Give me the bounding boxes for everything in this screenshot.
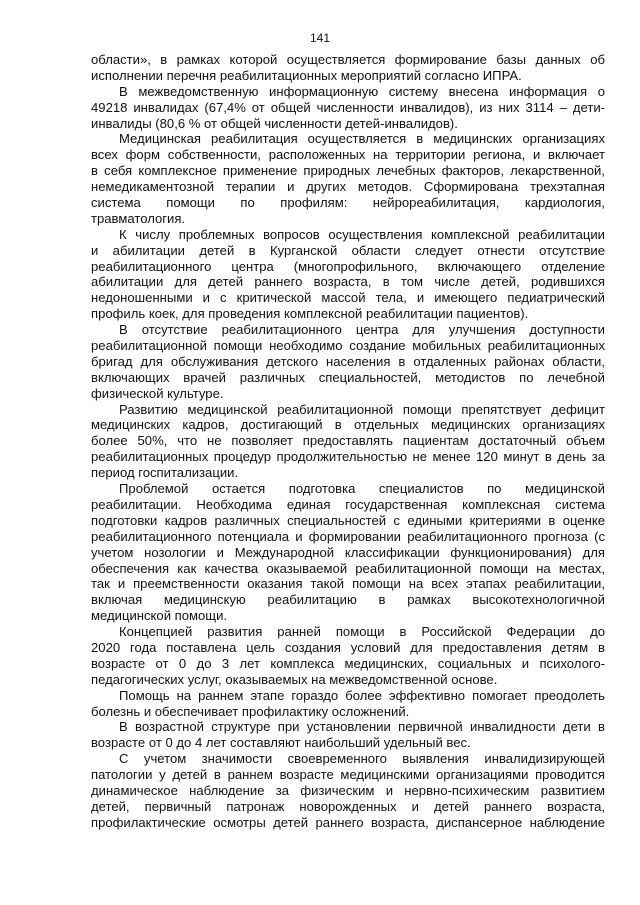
text-line: подготовки кадров различных специальностей с едиными критериями в оценке <box>91 512 605 528</box>
text-line: и абилитации детей в Курганской области следует отнести отсутствие <box>91 242 605 258</box>
text-line: В отсутствие реабилитационного центра для улучшения доступности <box>119 322 605 338</box>
paragraph <box>91 624 605 688</box>
text-line: медицинских кадров, достигающий в отдельных медицинских организациях <box>91 417 605 433</box>
text-line: реабилитационного потенциала и формировании реабилитационного прогноза (с <box>91 528 605 544</box>
paragraph <box>91 481 605 624</box>
text-line: включая медицинскую реабилитацию в рамках высокотехнологичной <box>91 592 605 608</box>
paragraph <box>91 402 605 481</box>
text-line: травматология. <box>91 210 186 226</box>
text-line: система помощи по профилям: нейрореабилитация, кардиология, <box>91 195 605 211</box>
text-line: реабилитационных процедур продолжительностью не менее 120 минут в день за <box>91 449 605 465</box>
text-line: В возрастной структуре при установлении первичной инвалидности дети в <box>119 719 605 735</box>
text-line: бригад для обслуживания детского населения в отдаленных районах области, <box>91 353 605 369</box>
paragraph <box>91 52 605 84</box>
paragraph <box>91 751 605 830</box>
text-line: учетом нозологии и Международной классификации функционирования) для <box>91 544 605 560</box>
text-line: Проблемой остается подготовка специалистов по медицинской <box>119 481 605 497</box>
text-line: детей, первичный патронаж новорожденных и детей раннего возраста, <box>91 798 605 814</box>
text-line: в себя комплексное применение природных лечебных факторов, лекарственной, <box>91 163 605 179</box>
text-line: реабилитационного центра (многопрофильного, включающего отделение <box>91 258 605 274</box>
document-body <box>91 52 605 831</box>
text-line: патологии у детей в раннем возрасте медицинскими организациями проводится <box>91 767 605 783</box>
text-line: медицинской помощи. <box>91 608 228 624</box>
text-line: Развитию медицинской реабилитационной помощи препятствует дефицит <box>119 401 605 417</box>
text-line: Концепцией развития ранней помощи в Российской Федерации до <box>119 624 605 640</box>
text-line: обеспечения как качества оказываемой реабилитационной помощи на местах, <box>91 560 605 576</box>
paragraph <box>91 719 605 751</box>
text-line: возрасте от 0 до 3 лет комплекса медицинских, социальных и психолого- <box>91 655 605 671</box>
text-line: 49218 инвалидах (67,4% от общей численности инвалидов), из них 3114 – дети- <box>91 99 605 115</box>
text-line: В межведомственную информационную систему внесена информация о <box>119 83 605 99</box>
text-line: динамическое наблюдение за физическим и нервно-психическим развитием <box>91 782 605 798</box>
paragraph <box>91 131 605 226</box>
text-line: реабилитационной помощи необходимо создание мобильных реабилитационных <box>91 338 605 354</box>
text-line: физической культуре. <box>91 385 224 401</box>
text-line: профилактические осмотры детей раннего возраста, диспансерное наблюдение <box>91 814 605 830</box>
paragraph <box>91 227 605 322</box>
text-line: педагогических услуг, оказываемых на межведомственной основе. <box>91 671 498 687</box>
text-line: немедикаментозной терапии и других методов. Сформирована трехэтапная <box>91 179 605 195</box>
text-line: К числу проблемных вопросов осуществления комплексной реабилитации <box>119 226 605 242</box>
paragraph <box>91 322 605 401</box>
text-line: Медицинская реабилитация осуществляется в медицинских организациях <box>119 131 605 147</box>
text-line: включающих врачей различных специальностей, методистов по лечебной <box>91 369 605 385</box>
text-line: Помощь на раннем этапе гораздо более эффективно помогает преодолеть <box>119 687 605 703</box>
text-line: исполнении перечня реабилитационных мероприятий согласно ИПРА. <box>91 67 522 83</box>
text-line: области», в рамках которой осуществляется формирование базы данных об <box>91 52 605 67</box>
text-line: болезнь и обеспечивает профилактику осложнений. <box>91 703 410 719</box>
text-line: более 50%, что не позволяет предоставлять пациентам достаточный объем <box>91 433 605 449</box>
text-line: инвалиды (80,6 % от общей численности детей-инвалидов). <box>91 115 458 131</box>
paragraph <box>91 84 605 132</box>
text-line: 2020 года поставлена цель создания условий для предоставления детям в <box>91 639 605 655</box>
text-line: период госпитализации. <box>91 465 239 481</box>
text-line: недоношенными и с критической массой тела, и имеющего педиатрический <box>91 290 605 306</box>
text-line: всех форм собственности, расположенных на территории региона, и включает <box>91 147 605 163</box>
text-line: абилитации для детей раннего возраста, в том числе детей, родившихся <box>91 274 605 290</box>
page-number: 141 <box>309 31 331 45</box>
text-line: реабилитации. Необходима единая государственная комплексная система <box>91 496 605 512</box>
text-line: возрасте от 0 до 4 лет составляют наибольший удельный вес. <box>91 735 471 751</box>
paragraph <box>91 688 605 720</box>
text-line: профиль коек, для проведения комплексной реабилитации пациентов). <box>91 306 529 322</box>
text-line: так и преемственности оказания такой помощи на всех этапах реабилитации, <box>91 576 605 592</box>
text-line: С учетом значимости своевременного выявления инвалидизирующей <box>119 751 605 767</box>
